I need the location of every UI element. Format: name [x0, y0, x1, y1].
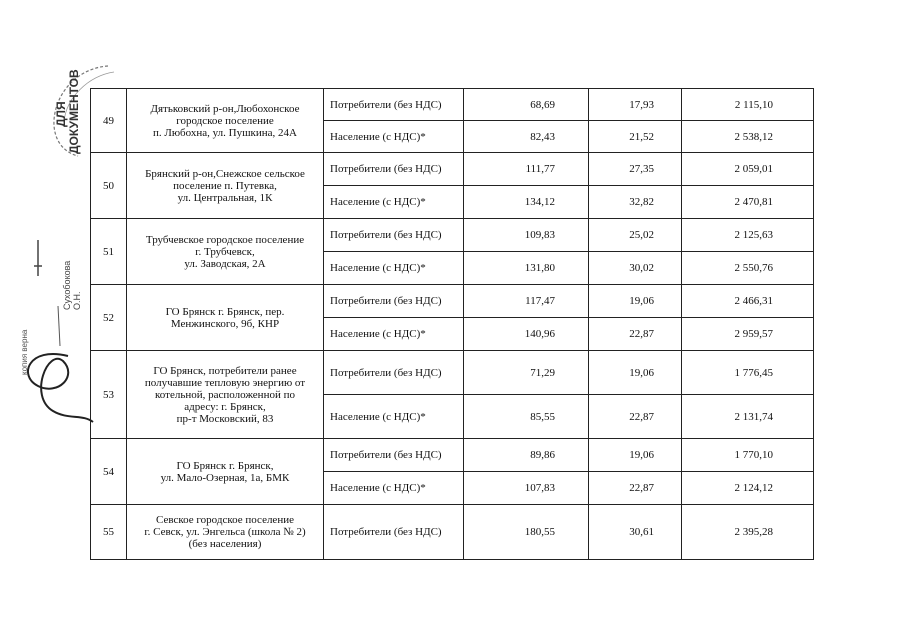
- value2-cell: 17,93: [589, 89, 682, 121]
- table-row: [91, 153, 814, 186]
- tariff-table: [90, 88, 814, 560]
- value1-cell: 131,80: [464, 252, 589, 285]
- value2-cell: 19,06: [589, 285, 682, 318]
- table-row: [91, 351, 814, 395]
- category-cell: Население (с НДС)*: [324, 472, 464, 505]
- signature-name: Сухобокова О.Н.: [62, 260, 82, 310]
- category-cell: Потребители (без НДС): [324, 505, 464, 560]
- row-number: 52: [91, 285, 127, 351]
- category-cell: Население (с НДС)*: [324, 252, 464, 285]
- row-number: 55: [91, 505, 127, 560]
- value2-cell: 22,87: [589, 395, 682, 439]
- value2-cell: 19,06: [589, 351, 682, 395]
- row-number: 51: [91, 219, 127, 285]
- value1-cell: 140,96: [464, 318, 589, 351]
- category-cell: Население (с НДС)*: [324, 318, 464, 351]
- stamp-text: ДЛЯ ДОКУМЕНТОВ: [54, 69, 81, 154]
- value2-cell: 22,87: [589, 318, 682, 351]
- category-cell: Потребители (без НДС): [324, 351, 464, 395]
- table-row: [91, 285, 814, 318]
- value1-cell: 117,47: [464, 285, 589, 318]
- row-number: 53: [91, 351, 127, 439]
- value2-cell: 32,82: [589, 186, 682, 219]
- value3-cell: 2 538,12: [682, 121, 814, 153]
- row-number: 50: [91, 153, 127, 219]
- category-cell: Население (с НДС)*: [324, 395, 464, 439]
- table-row: [91, 505, 814, 560]
- signature-note: копия верна: [20, 329, 29, 375]
- value1-cell: 109,83: [464, 219, 589, 252]
- row-number: 54: [91, 439, 127, 505]
- row-number: 49: [91, 89, 127, 153]
- value1-cell: 71,29: [464, 351, 589, 395]
- value3-cell: 2 059,01: [682, 153, 814, 186]
- category-cell: Потребители (без НДС): [324, 219, 464, 252]
- value2-cell: 30,61: [589, 505, 682, 560]
- category-cell: Потребители (без НДС): [324, 89, 464, 121]
- address-cell: Брянский р-он,Снежское сельское поселение п. Путевка, ул. Центральная, 1К: [127, 153, 324, 219]
- value2-cell: 22,87: [589, 472, 682, 505]
- value3-cell: 2 131,74: [682, 395, 814, 439]
- table-row: [91, 89, 814, 121]
- category-cell: Потребители (без НДС): [324, 153, 464, 186]
- value3-cell: 1 770,10: [682, 439, 814, 472]
- value3-cell: 1 776,45: [682, 351, 814, 395]
- category-cell: Потребители (без НДС): [324, 285, 464, 318]
- value3-cell: 2 395,28: [682, 505, 814, 560]
- value3-cell: 2 115,10: [682, 89, 814, 121]
- value3-cell: 2 470,81: [682, 186, 814, 219]
- table-row: [91, 439, 814, 472]
- value3-cell: 2 550,76: [682, 252, 814, 285]
- value2-cell: 21,52: [589, 121, 682, 153]
- table-row: [91, 219, 814, 252]
- value3-cell: 2 466,31: [682, 285, 814, 318]
- value3-cell: 2 124,12: [682, 472, 814, 505]
- address-cell: Дятьковский р-он,Любохонское городское поселение п. Любохна, ул. Пушкина, 24А: [127, 89, 324, 153]
- value1-cell: 107,83: [464, 472, 589, 505]
- value3-cell: 2 125,63: [682, 219, 814, 252]
- table-body: [91, 89, 814, 560]
- address-cell: ГО Брянск г. Брянск, пер. Менжинского, 9б, КНР: [127, 285, 324, 351]
- address-cell: Севское городское поселение г. Севск, ул. Энгельса (школа № 2) (без населения): [127, 505, 324, 560]
- value1-cell: 180,55: [464, 505, 589, 560]
- category-cell: Население (с НДС)*: [324, 121, 464, 153]
- category-cell: Население (с НДС)*: [324, 186, 464, 219]
- value1-cell: 89,86: [464, 439, 589, 472]
- value1-cell: 82,43: [464, 121, 589, 153]
- address-cell: Трубчевское городское поселение г. Трубчевск, ул. Заводская, 2А: [127, 219, 324, 285]
- value1-cell: 85,55: [464, 395, 589, 439]
- category-cell: Потребители (без НДС): [324, 439, 464, 472]
- address-cell: ГО Брянск, потребители ранее получавшие тепловую энергию от котельной, расположенной по адресу: г. Брянск, пр-т Московский, 83: [127, 351, 324, 439]
- value1-cell: 111,77: [464, 153, 589, 186]
- value3-cell: 2 959,57: [682, 318, 814, 351]
- value2-cell: 19,06: [589, 439, 682, 472]
- address-cell: ГО Брянск г. Брянск, ул. Мало-Озерная, 1а, БМК: [127, 439, 324, 505]
- value2-cell: 27,35: [589, 153, 682, 186]
- value2-cell: 25,02: [589, 219, 682, 252]
- value1-cell: 134,12: [464, 186, 589, 219]
- value1-cell: 68,69: [464, 89, 589, 121]
- value2-cell: 30,02: [589, 252, 682, 285]
